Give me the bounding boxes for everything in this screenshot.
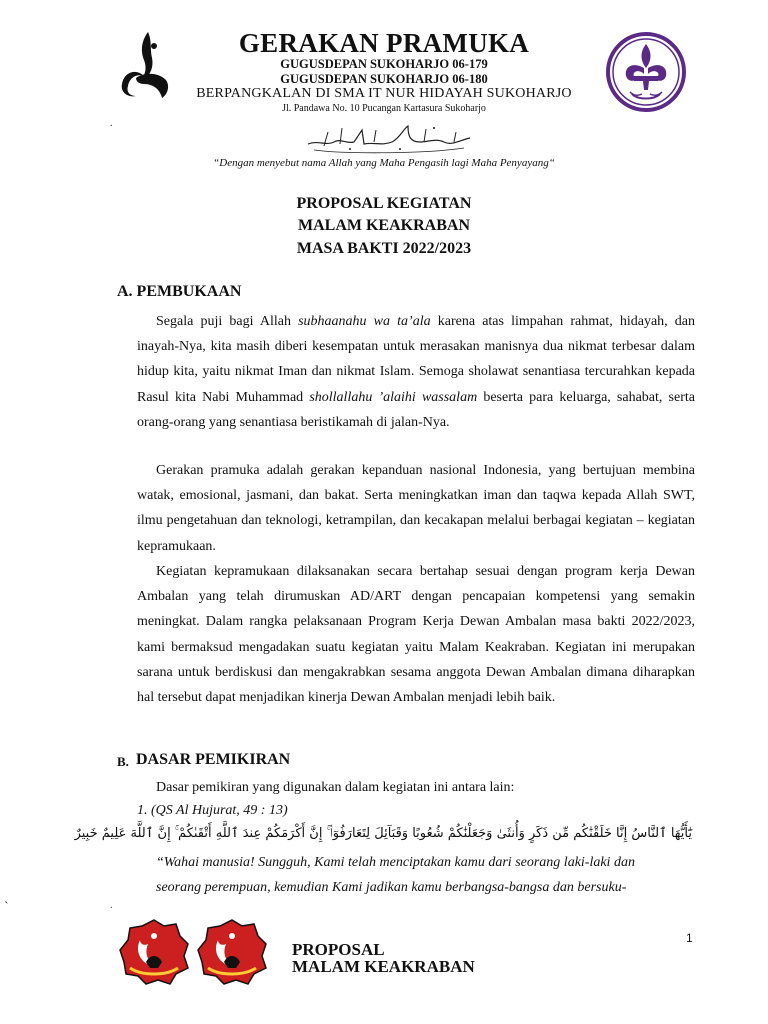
footer-title-line-2: MALAM KEAKRABAN	[292, 957, 475, 976]
ambalan-badge-icon	[118, 918, 190, 986]
section-b-list-item-1: 1. (QS Al Hujurat, 49 : 13)	[137, 803, 288, 818]
address-line: Jl. Pandawa No. 10 Pucangan Kartasura Sukoharjo	[282, 103, 486, 114]
section-b-intro: Dasar pemikiran yang digunakan dalam kegiatan ini antara lain:	[156, 780, 515, 795]
quran-verse-arabic: يَٰٓأَيُّهَا ٱلنَّاسُ إِنَّا خَلَقْنَٰكُم مِّن ذَكَرٍ وَأُنثَىٰ وَجَعَلْنَٰكُمْ شُعُوبًا وَقَبَآئِلَ لِتَعَارَفُوٓا۟ ۚ إِنَّ أَكْرَمَكُمْ عِندَ ٱللَّهِ أَتْقَىٰكُمْ ۚ إِنَّ ٱللَّهَ عَلِيمٌ خَبِيرٌ	[74, 826, 692, 841]
verse-translation-line-1: “Wahai manusia! Sungguh, Kami telah menciptakan kamu dari seorang laki-laki dan	[156, 855, 635, 870]
stray-mark: .	[110, 118, 113, 129]
section-a-paragraph-2: Gerakan pramuka adalah gerakan kepanduan nasional Indonesia, yang bertujuan membina watak, emosional, jasmani, dan bakat. Serta meningkatkan iman dan taqwa kepada Allah SWT, ilmu pengetahuan dan teknologi, ketrampilan, dan kecakapan melalui berbagai kegiatan – kegiatan kepramukaan.	[137, 463, 695, 554]
footer-title-line-1: PROPOSAL	[292, 940, 385, 959]
section-a-heading: A. PEMBUKAAN	[117, 283, 242, 300]
basmalah-translation: “Dengan menyebut nama Allah yang Maha Pengasih lagi Maha Penyayang“	[213, 157, 555, 169]
ambalan-badge-icon	[196, 918, 268, 986]
section-b-heading: DASAR PEMIKIRAN	[136, 751, 291, 768]
base-school-line: BERPANGKALAN DI SMA IT NUR HIDAYAH SUKOHARJO	[196, 86, 572, 101]
section-a-paragraph-1: Segala puji bagi Allah subhaanahu wa ta’ala karena atas limpahan rahmat, hidayah, dan inayah-Nya, kita masih diberi kesempatan untuk merasakan manisnya dua nikmat terbesar dalam hidup kita, yaitu nikmat Iman dan nikmat Islam. Semoga sholawat senantiasa tercurahkan kepada Rasul kita Nabi Muhammad shollallahu ’alaihi wassalam beserta para keluarga, sahabat, serta orang-orang yang senantiasa beristikamah di jalan-Nya.	[137, 314, 696, 430]
organization-title: GERAKAN PRAMUKA	[238, 28, 530, 58]
proposal-title-line-3: MASA BAKTI 2022/2023	[296, 240, 472, 257]
section-b-letter: B.	[117, 754, 129, 769]
proposal-title-line-2: MALAM KEAKRABAN	[298, 217, 470, 234]
italic-term-shollallahu: shollallahu ’alaihi wassalam	[309, 389, 478, 405]
gugusdepan-line-2: GUGUSDEPAN SUKOHARJO 06-180	[280, 72, 488, 86]
basmalah-calligraphy-icon	[304, 120, 474, 154]
section-a-paragraph-3: Kegiatan kepramukaan dilaksanakan secara bertahap sesuai dengan program kerja Dewan Ambalan yang telah dirumuskan AD/ART dengan pencapaian kompetensi yang semakin meningkat. Dalam rangka pelaksanaan Program Kerja Dewan Ambalan masa bakti 2022/2023, kami bermaksud mengadakan suatu kegiatan yaitu Malam Keakraban. Kegiatan ini merupakan sarana untuk berdiskusi dan mengakrabkan sesama anggota Dewan Ambalan dimana diharapkan hal tersebut dapat menjadikan kinerja Dewan Ambalan menjadi lebih baik.	[137, 564, 695, 706]
stray-mark: ˋ	[4, 900, 9, 915]
page-number: 1	[686, 931, 693, 945]
italic-term-subhanahu: subhaanahu wa ta’ala	[298, 314, 431, 329]
gugusdepan-line-1: GUGUSDEPAN SUKOHARJO 06-179	[280, 57, 488, 71]
verse-translation-line-2: seorang perempuan, kemudian Kami jadikan kamu berbangsa-bangsa dan bersuku-	[156, 880, 627, 895]
stray-mark: .	[110, 900, 113, 911]
proposal-title-line-1: PROPOSAL KEGIATAN	[296, 195, 472, 212]
